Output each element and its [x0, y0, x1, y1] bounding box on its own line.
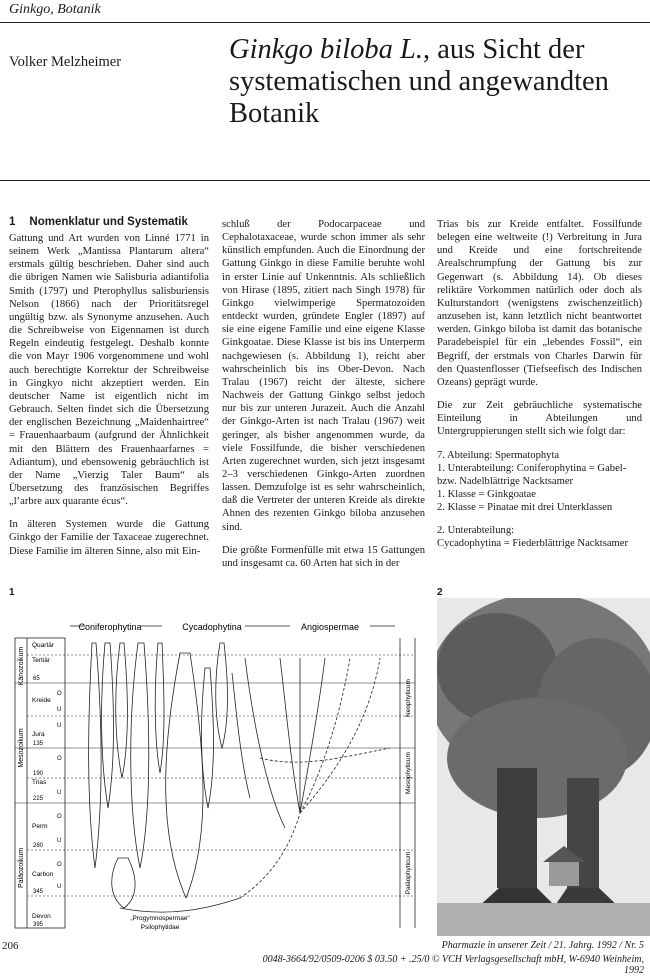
section-number: 1	[9, 216, 16, 228]
ginkgo-tree-photo	[437, 598, 650, 936]
col2-paragraph-2: Die größte Formenfülle mit etwa 15 Gattungen und insgesamt ca. 60 Arten hat sich in der	[222, 544, 425, 569]
column-2	[222, 218, 425, 570]
running-head: Ginkgo, Botanik	[9, 2, 101, 17]
classification-list-1	[437, 449, 642, 515]
article-title	[229, 34, 644, 130]
title-rest: , aus Sicht der systematischen und angewandten Botanik	[229, 34, 609, 129]
age-label: 345	[33, 889, 44, 895]
era-label: Trias	[32, 779, 47, 786]
root-label-progymnospermae: „Progymnospermae“	[130, 915, 190, 922]
author: Volker Melzheimer	[9, 54, 122, 70]
phyticum-label: Mesophyticum	[405, 752, 412, 794]
col2-paragraph-1: schluß der Podocarpaceae und Cephalotaxaceae, wurde schon immer als sehr künstlich empfunden. Auch die Einordnung der Gattung Ginkgo in diese Familie beruhte wohl in erster Linie auf Unkenntnis. Als schließlich von Hirase (1895, zitiert nach Singh 1978) für Ginkgo vielwimperige Spermatozoiden entdeckt wurden, gründete Engler (1897) auf sie eine eigene Familie und eine eigene Klasse Ginkgoatae. Diese Klasse ist bis ins Unterperm nachgewiesen (s. Abbildung 1), reicht aber wahrscheinlich bis ins Ober-Devon. Nach Tralau (1967) reicht der älteste, sichere Nachweis der Gattung Ginkgo selbst jedoch nur bis zur unteren Jurazeit. Auch die Anzahl der Ginkgo-Arten ist nach Tralau (1967) weit geringer, als bisher angenommen wurde, da viele Fossilfunde, die bisher verschiedenen Arten zugerechnet wurden, sich jetzt insgesamt 2–3 verschiedenen Ginkgo-Arten zuordnen lassen. Demzufolge ist es sehr wahrscheinlich, daß die Vertreter der unteren Kreide als direkte Ahnen des rezenten Ginkgo biloba anzusehen sind.	[222, 219, 425, 533]
tree-illustration	[437, 598, 650, 936]
title-species: Ginkgo biloba L.	[229, 34, 423, 65]
era-label: Jura	[32, 731, 45, 738]
epoch-mark: U	[57, 723, 62, 729]
root-label-psilophytidae: Psilophytidae	[140, 924, 180, 931]
issn-code: 0048-3664/92/0509-0206	[262, 954, 365, 965]
col3-paragraph-2: Die zur Zeit gebräuchliche systematische Einteilung in Abteilungen und Untergruppierungen stellt sich wie folgt dar:	[437, 400, 642, 438]
publisher-notice: © VCH Verlagsgesellschaft mbH, W-6940 Weinheim, 1992	[431, 954, 644, 976]
age-label: 395	[33, 922, 44, 928]
list-item: 1. Klasse = Ginkgoatae	[437, 488, 536, 500]
list-item: Cycadophytina = Fiederblättrige Nacktsamer	[437, 538, 629, 550]
col1-paragraph-1: Gattung und Art wurden von Linné 1771 in seinem Werk „Mantissa Plantarum altera“ erstmals gültig beschrieben. Daher sind auch die übrigen Namen wie Salisburia adiantifolia Smith (1797) und Pterophyllus salisburiensis Nelson (1866) nach der Prioritätsregel ungültig bzw. als Synonyme anzusehen. Auch die Schreibweise von Eigennamen ist durch Regeln eindeutig festgelegt. Deshalb konnte die von Mayr 1906 vorgenommene und wohl auch berechtigte Korrektur der Schreibweise in Gingkyo nicht akzeptiert werden. Ein deutscher Name ist eigentlich nicht im Gebrauch. Selten findet sich die Übersetzung der englischen Bezeichnung „Maidenhairtree“ = Frauenhaarbaum (aufgrund der Ähnlichkeit mit den Blättern des Frauenhaarfarnes = Adiantum), und ebensowenig gebräuchlich ist der Name „Vierzig Taler Baum“ als Übersetzung des französischen Begriffes „l’arbre aux quarante écus“.	[9, 233, 209, 508]
column-1	[9, 232, 209, 558]
section-heading	[9, 216, 202, 228]
era-group-mesozoikum: Mesozoikum	[18, 728, 25, 768]
phyticum-label: Neophyticum	[405, 679, 412, 717]
era-label: Carbon	[32, 871, 54, 878]
epoch-mark: O	[57, 691, 62, 697]
figure-2-label: 2	[437, 587, 443, 598]
title-rule	[0, 180, 650, 181]
list-item: 2. Klasse = Pinatae mit drei Unterklassen	[437, 502, 613, 514]
epoch-mark: O	[57, 814, 62, 820]
list-item: 1. Unterabteilung: Coniferophytina = Gabel- bzw. Nadelblättrige Nacktsamer	[437, 462, 627, 487]
column-3	[437, 218, 642, 551]
group-label-cycadophytina: Cycadophytina	[182, 622, 242, 632]
epoch-mark: U	[57, 884, 62, 890]
age-label: 135	[33, 741, 44, 747]
era-label: Quartär	[32, 642, 55, 649]
age-label: 65	[33, 676, 40, 682]
page-number: 206	[2, 940, 19, 952]
list-item: 7. Abteilung: Spermatophyta	[437, 449, 560, 461]
era-group-kaenozoikum: Känozoikum	[18, 646, 25, 686]
era-label: Devon	[32, 913, 51, 920]
epoch-mark: U	[57, 790, 62, 796]
era-label: Tertiär	[32, 657, 51, 664]
age-label: 225	[33, 796, 44, 802]
copyright-line	[246, 954, 644, 976]
phyticum-label: Paläophyticum	[405, 851, 412, 895]
epoch-mark: U	[57, 707, 62, 713]
price-code: $ 03.50 + .25/0	[367, 954, 430, 965]
era-label: Kreide	[32, 697, 51, 704]
age-label: 280	[33, 843, 44, 849]
era-group-palaeozoikum: Paläozoikum	[18, 847, 25, 889]
figure-1-label: 1	[9, 587, 15, 598]
phylogeny-diagram	[0, 598, 430, 936]
classification-list-2	[437, 524, 642, 550]
header-rule	[0, 22, 650, 23]
col1-paragraph-2: In älteren Systemen wurde die Gattung Ginkgo der Familie der Taxaceae zugerechnet. Diese Familie im älteren Sinne, also mit Ein-	[9, 519, 209, 557]
epoch-mark: O	[57, 756, 62, 762]
epoch-mark: U	[57, 838, 62, 844]
epoch-mark: O	[57, 862, 62, 868]
era-label: Perm	[32, 823, 48, 830]
journal-citation: Pharmazie in unserer Zeit / 21. Jahrg. 1992 / Nr. 5	[441, 940, 644, 951]
group-label-coniferophytina: Coniferophytina	[78, 622, 142, 632]
group-label-angiospermae: Angiospermae	[300, 622, 360, 632]
col3-paragraph-1: Trias bis zur Kreide entfaltet. Fossilfunde belegen eine weltweite (!) Verbreitung in Jura und Kreide und eine fortschreitende Arealschrumpfung der Gattung bis zur Gegenwart (s. Abbildung 14). Ob dieses reliktäre Vorkommen natürlich oder doch als Kulturstandort (wenigstens zwischenzeitlich) anzusehen ist, kann letztlich nicht beantwortet werden. Ginkgo biloba ist damit das botanische Paradebeispiel für ein „lebendes Fossil“, ein Begriff, der erstmals von Charles Darwin für den Quastenflosser (Tiefseefisch des Indischen Ozeans) geprägt wurde.	[437, 219, 642, 388]
age-label: 190	[33, 771, 44, 777]
list-item: 2. Unterabteilung:	[437, 525, 515, 537]
section-title: Nomenklatur und Systematik	[29, 216, 188, 228]
